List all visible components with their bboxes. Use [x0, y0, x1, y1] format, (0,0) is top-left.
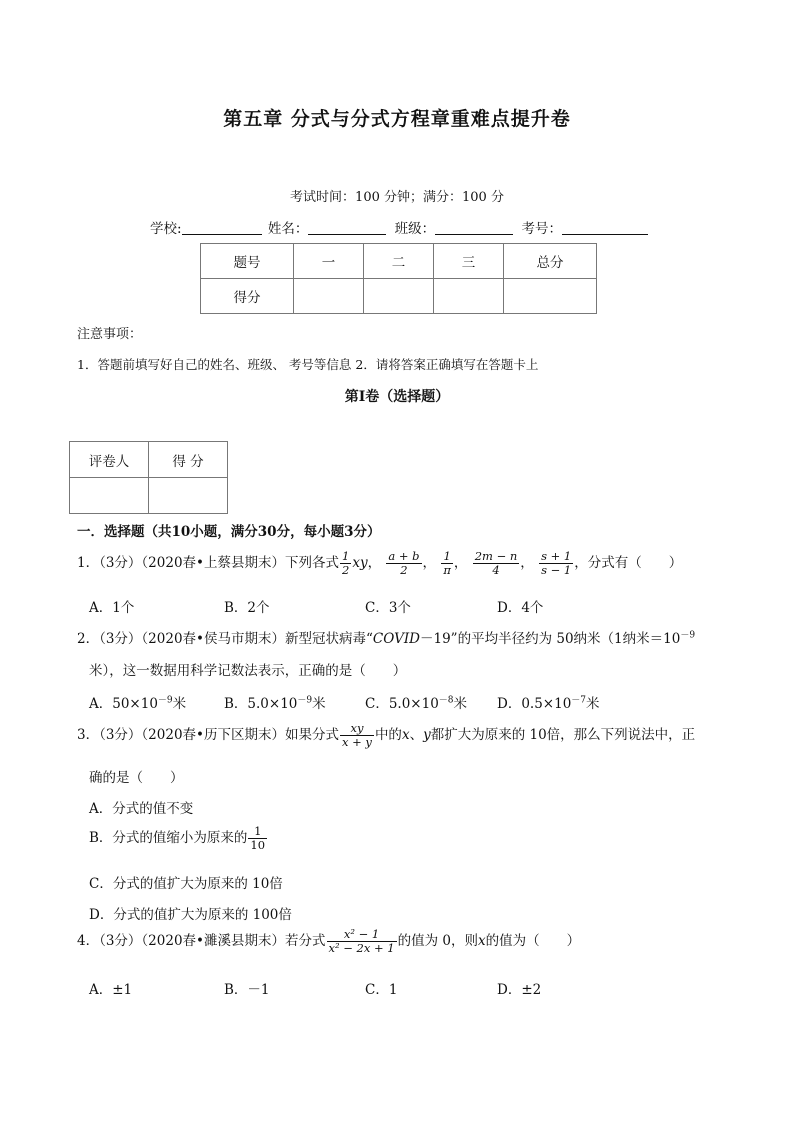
fraction: $\frac{1}{2}$: [342, 549, 350, 578]
option-b[interactable]: B．2个: [224, 600, 270, 616]
fraction: $\frac{a + b}{2}$: [388, 549, 420, 578]
question-1-prefix: 1．（3分）（2020春•上蔡县期末）下列各式: [77, 555, 339, 572]
expression: xy: [352, 555, 368, 572]
grader-cell[interactable]: [70, 478, 149, 514]
question-2: 2．（3分）（2020春•侯马市期末）新型冠状病毒“COVID－19”的平均半径约为 50纳米（1纳米$=10^{-9}$: [77, 630, 696, 647]
grader-score-label: 得 分: [149, 442, 228, 478]
score-cell[interactable]: [434, 279, 504, 314]
score-cell[interactable]: [364, 279, 434, 314]
option-b[interactable]: B．分式的值缩小为原来的 $\frac{1}{10}$: [89, 824, 266, 853]
score-table: [200, 243, 597, 314]
school-label: 学校:: [150, 221, 182, 237]
option-d[interactable]: D．$0.5\times 10^{-7}$米: [497, 695, 600, 712]
option-c[interactable]: C．1: [365, 982, 398, 998]
fraction: $\frac{xy}{x + y}$: [342, 721, 372, 750]
option-a[interactable]: A．±1: [89, 982, 133, 998]
option-c[interactable]: C．3个: [365, 600, 411, 616]
score-row-label: 得分: [201, 279, 294, 314]
exam-info: 考试时间：100 分钟；满分：100 分: [290, 190, 504, 205]
notes-text: 1．答题前填写好自己的姓名、班级、 考号等信息 2．请将答案正确填写在答题卡上: [77, 357, 539, 372]
score-header: 二: [364, 244, 434, 279]
name-blank[interactable]: [308, 221, 386, 235]
option-b[interactable]: B．－1: [224, 982, 270, 998]
fraction: $\frac{1}{\pi}$: [443, 549, 451, 578]
option-a[interactable]: A．分式的值不变: [89, 801, 194, 817]
grader-label: 评卷人: [70, 442, 149, 478]
score-cell[interactable]: [294, 279, 364, 314]
score-header: 题号: [201, 244, 294, 279]
student-info-line: [150, 217, 648, 237]
number-label: 考号：: [521, 221, 562, 237]
score-header: 一: [294, 244, 364, 279]
fraction: $\frac{1}{10}$: [250, 824, 266, 853]
fraction: $\frac{s + 1}{s - 1}$: [541, 549, 572, 578]
fraction: $\frac{2m - n}{4}$: [474, 549, 518, 578]
option-c[interactable]: C．分式的值扩大为原来的 10倍: [89, 876, 283, 892]
option-b[interactable]: B．$5.0\times 10^{-9}$米: [224, 695, 326, 712]
question-1-suffix: ，分式有（ ）: [574, 555, 683, 572]
option-d[interactable]: D．±2: [497, 982, 542, 998]
score-cell[interactable]: [504, 279, 597, 314]
question-4: 4．（3分）（2020春•濉溪县期末）若分式 $\frac{\text{x² − 1}}{\text{x² − 2x + 1}}$ 的值为 0，则x的值为（ ）: [77, 927, 581, 956]
option-d[interactable]: D．分式的值扩大为原来的 100倍: [89, 907, 292, 923]
question-3: 3．（3分）（2020春•历下区期末）如果分式 $\frac{xy}{x + y}$ 中的x、y都扩大为原来的 10倍，那么下列说法中，正: [77, 721, 696, 750]
volume-heading: 第Ⅰ卷（选择题）: [344, 389, 450, 405]
question-1: 1．（3分）（2020春•上蔡县期末）下列各式 $\frac{1}{2}$ xy， $\frac{a + b}{2}$ ， $\frac{1}{\pi}$ ， $\frac{2m - n}{4}$ ， $\frac{s + 1}{s - 1}$ ，分式有（ ）: [77, 549, 683, 578]
class-label: 班级：: [394, 221, 436, 237]
page-title: 第五章 分式与分式方程章重难点提升卷: [223, 108, 571, 130]
score-header: 总分: [504, 244, 597, 279]
question-2-line-2: 米），这一数据用科学记数法表示，正确的是（ ）: [89, 663, 407, 679]
fraction: $\frac{\text{x² − 1}}{\text{x² − 2x + 1}}$: [328, 927, 395, 956]
notes-heading: 注意事项：: [77, 327, 143, 342]
option-c[interactable]: C．$5.0\times 10^{-8}$米: [365, 695, 468, 712]
class-blank[interactable]: [435, 221, 513, 235]
name-label: 姓名：: [267, 221, 309, 237]
section-heading: 一．选择题（共10小题，满分30分，每小题3分）: [77, 524, 381, 540]
number-blank[interactable]: [562, 221, 648, 235]
grader-table: [69, 441, 228, 514]
option-a[interactable]: A．1个: [89, 600, 135, 616]
question-3-line-2: 确的是（ ）: [89, 770, 184, 786]
score-header: 三: [434, 244, 504, 279]
school-blank[interactable]: [182, 221, 262, 235]
grader-score-cell[interactable]: [149, 478, 228, 514]
option-d[interactable]: D．4个: [497, 600, 544, 616]
option-a[interactable]: A．$50\times 10^{-9}$米: [89, 695, 187, 712]
